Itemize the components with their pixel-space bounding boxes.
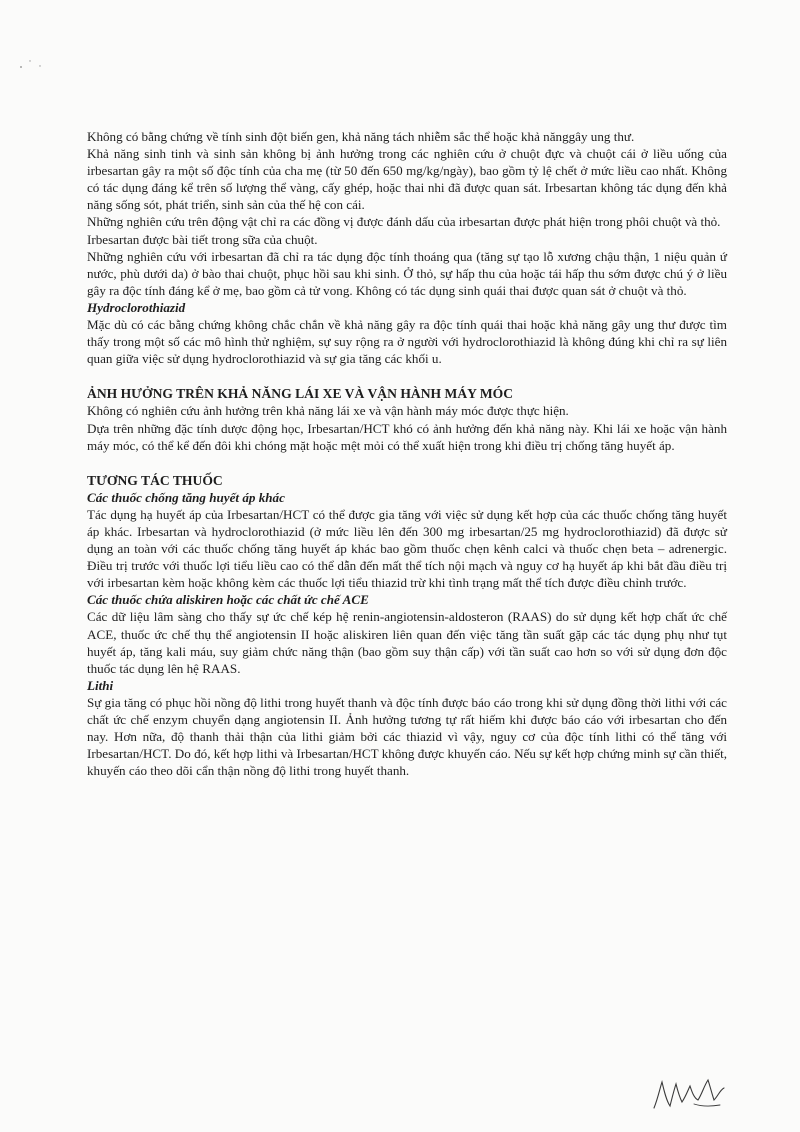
- paragraph-isotope: Những nghiên cứu trên động vật chỉ ra các đồng vị được đánh dấu của irbesartan được phát hiện trong phôi chuột và thỏ.: [87, 214, 721, 230]
- scan-specks: [18, 58, 48, 77]
- subheading-lithi: Lithi: [87, 677, 114, 693]
- subheading-aliskiren-ace: Các thuốc chứa aliskiren hoặc các chất ức chế ACE: [87, 592, 369, 608]
- subheading-antihypertensives: Các thuốc chống tăng huyết áp khác: [87, 489, 285, 505]
- paragraph-genotoxicity: Không có bằng chứng về tính sinh đột biến gen, khả năng tách nhiễm sắc thể hoặc khả nănggây ung thư.: [87, 129, 635, 144]
- handwritten-signature: [650, 1068, 730, 1118]
- paragraph-hydroclorothiazid: Mặc dù có các bằng chứng không chắc chắn về khả năng gây ra độc tính quái thai hoặc khả năng gây ung thư được tìm thấy trong một số các mô hình thử nghiệm, sự suy rộng ra ở người với hydroclorothiazid là không đúng khi chỉ ra sự liên quan giữa việc sử dụng hydroclorothiazid và sự gia tăng các khối u.: [87, 317, 727, 367]
- paragraph-antihypertensives: Tác dụng hạ huyết áp của Irbesartan/HCT có thể được gia tăng với việc sử dụng kết hợp của các thuốc chống tăng huyết áp khác. Irbesartan và hydroclorothiazid (ở mức liều lên đến 300 mg irbesartan/25 mg hydroclorothiazid) đã được sử dụng an toàn với các thuốc chống tăng huyết áp khác bao gồm thuốc chẹn kênh calci và thuốc chẹn beta – adrenergic. Điều trị trước với thuốc lợi tiểu liều cao có thể dẫn đến mất thể tích nội mạch và nguy cơ hạ huyết áp khi bắt đầu điều trị với irbesartan kèm hoặc không kèm các thuốc lợi tiểu thiazid trừ khi tình trạng mất thể tích được điều chỉnh trước.: [87, 506, 727, 591]
- paragraph-driving-1: Không có nghiên cứu ảnh hưởng trên khả năng lái xe và vận hành máy móc được thực hiện.: [87, 403, 569, 419]
- section-heading-interactions: TƯƠNG TÁC THUỐC: [87, 472, 223, 488]
- section-heading-driving: ẢNH HƯỞNG TRÊN KHẢ NĂNG LÁI XE VÀ VẬN HÀNH MÁY MÓC: [87, 386, 514, 402]
- paragraph-driving-2: Dựa trên những đặc tính dược động học, Irbesartan/HCT khó có ảnh hưởng đến khả năng này. Khi lái xe hoặc vận hành máy móc, có thể kể đến đôi khi chóng mặt hoặc mệt mỏi có thể xuất hiện trong khi điều trị chống tăng huyết áp.: [87, 420, 727, 453]
- subheading-hydroclorothiazid: Hydroclorothiazid: [87, 299, 186, 315]
- paragraph-transient-toxicity: Những nghiên cứu với irbesartan đã chỉ ra tác dụng độc tính thoáng qua (tăng sự tạo lỗ xương chậu thận, 1 niệu quản ứ nước, phù dưới da) ở bào thai chuột, phục hồi sau khi sinh. Ở thỏ, sự hấp thu của hoặc tái hấp thu sớm được chú ý ở liều gây ra độc tính đáng kể ở mẹ, bao gồm cả tử vong. Không có tác dụng sinh quái thai được quan sát ở chuột và thỏ.: [87, 248, 727, 298]
- paragraph-lithi: Sự gia tăng có phục hồi nồng độ lithi trong huyết thanh và độc tính được báo cáo trong khi sử dụng đồng thời lithi với các chất ức chế enzym chuyển dạng angiotensin II. Ảnh hưởng tương tự rất hiếm khi được báo cáo với irbesartan cho đến nay. Hơn nữa, độ thanh thải thận của lithi giảm bởi các thiazid vì vậy, nguy cơ của độc tính lithi có thể tăng với Irbesartan/HCT. Do đó, kết hợp lithi và Irbesartan/HCT không được khuyến cáo. Nếu sự kết hợp chứng minh sự cần thiết, khuyến cáo theo dõi cẩn thận nồng độ lithi trong huyết thanh.: [87, 694, 727, 779]
- paragraph-aliskiren-ace: Các dữ liệu lâm sàng cho thấy sự ức chế kép hệ renin-angiotensin-aldosteron (RAAS) do sử dụng kết hợp chất ức chế ACE, thuốc ức chế thụ thể angiotensin II hoặc aliskiren liên quan đến việc tăng tần suất gặp các tác dụng phụ như tụt huyết áp, tăng kali máu, suy giảm chức năng thận (bao gồm suy thận cấp) với tần suất cao hơn so với sử dụng đơn độc thuốc tác dụng lên hệ RAAS.: [87, 609, 727, 676]
- paragraph-milk: Irbesartan được bài tiết trong sữa của chuột.: [87, 231, 318, 247]
- paragraph-fertility: Khả năng sinh tinh và sinh sản không bị ảnh hưởng trong các nghiên cứu ở chuột đực và chuột cái ở liều uống của irbesartan gây ra một số độc tính của cha mẹ (từ 50 đến 650 mg/kg/ngày), bao gồm tỷ lệ chết ở mức liều cao nhất. Không có tác dụng đáng kể trên số lượng thể vàng, cấy ghép, hoặc thai nhi đã được quan sát. Irbesartan không tác dụng đến khả năng sống sót, phát triển, sinh sản của thế hệ con cái.: [87, 146, 727, 213]
- document-body: [87, 128, 727, 779]
